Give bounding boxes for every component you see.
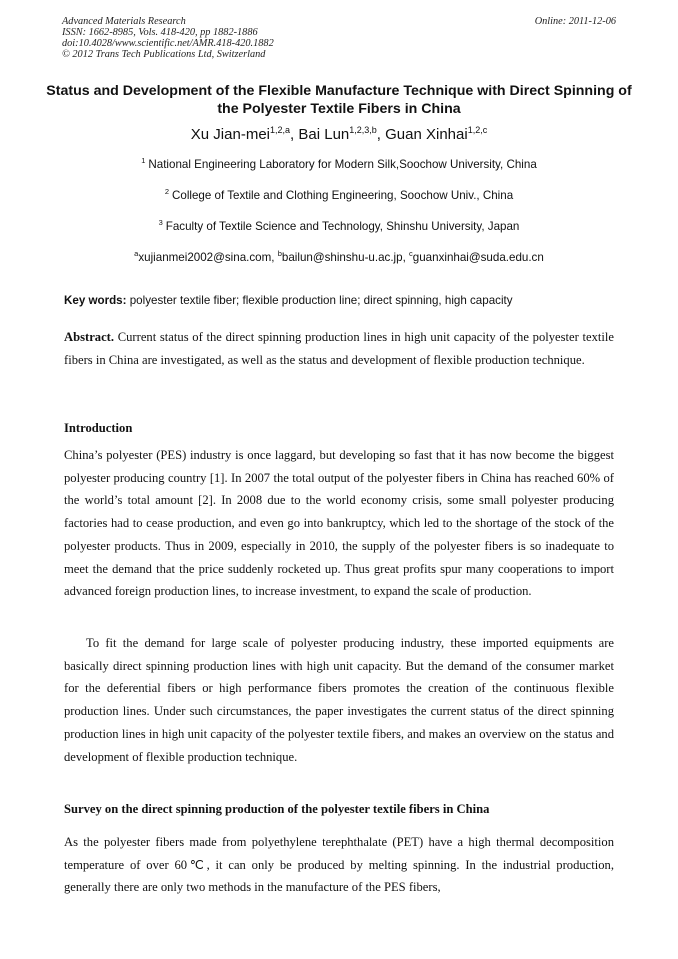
affiliation [40, 219, 638, 234]
author-separator: , [376, 126, 386, 143]
author-list [40, 125, 638, 145]
copyright-line: © 2012 Trans Tech Publications Ltd, Switzerland [62, 49, 266, 60]
author-sup: 1,2,c [467, 125, 488, 135]
author-sup: 1,2,3,b [349, 125, 377, 135]
journal-header [62, 16, 274, 60]
email-address: xujianmei2002@sina.com, [138, 251, 278, 264]
journal-name: Advanced Materials Research [62, 16, 186, 27]
email-sup: b [277, 249, 282, 258]
abstract-text: Current status of the direct spinning production lines in high unit capacity of the polyester textile fibers in China are investigated, as well as the status and development of flexible production technique. [64, 330, 614, 367]
author-separator: , [290, 126, 299, 143]
keywords-text: polyester textile fiber; flexible production line; direct spinning, high capacity [129, 294, 513, 307]
affiliation-sup: 2 [164, 187, 169, 196]
email-sup: c [409, 249, 413, 258]
section-heading: Survey on the direct spinning production of the polyester textile fibers in China [64, 802, 490, 816]
email-sup: a [134, 249, 139, 258]
paper-title: Status and Development of the Flexible Manufacture Technique with Direct Spinning of the Polyester Textile Fibers in China [46, 83, 632, 117]
section-heading: Introduction [64, 421, 133, 435]
affiliation-text: National Engineering Laboratory for Modern Silk,Soochow University, China [148, 158, 537, 171]
affiliation [40, 157, 638, 172]
body-paragraph: As the polyester fibers made from polyethylene terephthalate (PET) have a high thermal decomposition temperature of over 60℃, it can only be produced by melting spinning. In the industrial production, generally there are only two methods in the manufacture of the PES fibers, [64, 835, 614, 895]
keywords [64, 293, 624, 308]
affiliation-text: College of Textile and Clothing Engineering, Soochow Univ., China [172, 189, 514, 202]
affiliation [40, 188, 638, 203]
body-paragraph: To fit the demand for large scale of polyester producing industry, these imported equipments are basically direct spinning production lines with high unit capacity. But the demand of the consumer market for the deferential fibers or high performance fibers promotes the creation of the continuous flexible production lines. Under such circumstances, the paper investigates the current status of the direct spinning production lines in high unit capacity of the polyester textile fibers, and makes an overview on the status and development of flexible production technique. [64, 636, 614, 764]
email-list [40, 250, 638, 265]
author-sup: 1,2,a [270, 125, 291, 135]
affiliation-sup: 1 [141, 156, 146, 165]
author-name: Guan Xinhai [385, 126, 468, 143]
author-name: Bai Lun [298, 126, 350, 143]
keywords-label: Key words: [64, 294, 127, 307]
affiliation-sup: 3 [158, 218, 163, 227]
author-name: Xu Jian-mei [190, 126, 270, 143]
online-date: Online: 2011-12-06 [534, 16, 616, 27]
doi-line: doi:10.4028/www.scientific.net/AMR.418-420.1882 [62, 38, 274, 49]
email-address: guanxinhai@suda.edu.cn [412, 251, 544, 264]
abstract [64, 326, 614, 371]
body-paragraph: China’s polyester (PES) industry is once laggard, but developing so fast that it has now become the biggest polyester producing country [1]. In 2007 the total output of the polyester fibers in China has reached 60% of the world’s total amount [2]. In 2008 due to the world economy crisis, some small polyester producing factories had to cease production, and even go into bankruptcy, which led to the shortage of the stock of the polyester products. Thus in 2009, especially in 2010, the supply of the polyester fibers is so inadequate to meet the demand that the price suddenly rocketed up. Thus great profits spur many cooperations to import advanced foreign production lines, to increase investment, to expand the scale of production. [64, 448, 614, 599]
email-address: bailun@shinshu-u.ac.jp, [281, 251, 410, 264]
abstract-label: Abstract. [64, 330, 115, 344]
affiliation-text: Faculty of Textile Science and Technology, Shinshu University, Japan [165, 220, 520, 233]
issn-line: ISSN: 1662-8985, Vols. 418-420, pp 1882-1886 [62, 27, 258, 38]
